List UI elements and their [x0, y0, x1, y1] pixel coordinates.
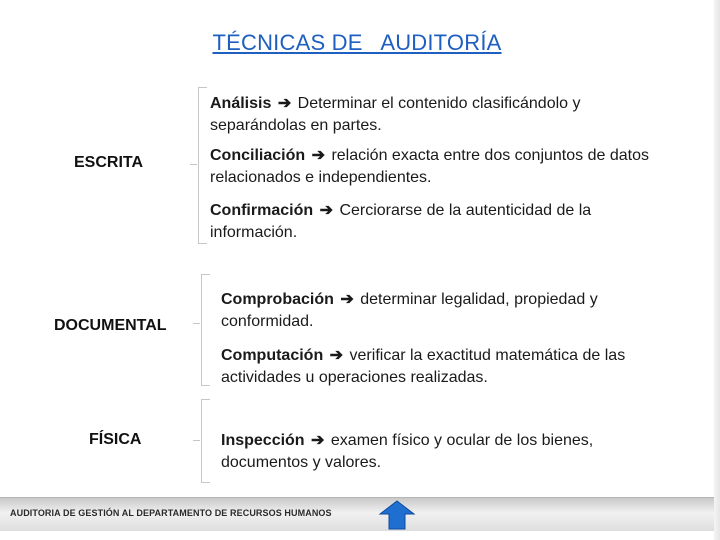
- technique-comprobacion: [221, 289, 661, 333]
- technique-analisis: [210, 93, 660, 137]
- right-arrow-icon: ➔: [311, 147, 325, 164]
- technique-term: Análisis: [210, 95, 272, 112]
- technique-conciliacion: [210, 145, 670, 189]
- bracket-fisica: [201, 399, 210, 483]
- technique-description: verificar la exactitud matemática de las actividades u operaciones realizadas.: [221, 347, 626, 386]
- technique-term: Conciliación: [210, 147, 306, 164]
- right-arrow-icon: ➔: [319, 202, 333, 219]
- right-arrow-icon: ➔: [340, 291, 354, 308]
- technique-description: examen físico y ocular de los bienes, documentos y valores.: [221, 432, 594, 471]
- technique-description: Cerciorarse de la autenticidad de la información.: [210, 202, 592, 241]
- bracket-tick: [193, 323, 200, 324]
- right-arrow-icon: ➔: [311, 432, 325, 449]
- right-arrow-icon: ➔: [329, 347, 344, 364]
- technique-term: Inspección: [221, 432, 305, 449]
- up-arrow-icon: [378, 500, 416, 530]
- technique-inspeccion: [221, 430, 661, 474]
- slide-edge: [714, 0, 720, 540]
- footer-text: AUDITORIA DE GESTIÓN AL DEPARTAMENTO DE RECURSOS HUMANOS: [10, 508, 332, 518]
- category-escrita: ESCRITA: [74, 154, 144, 171]
- technique-description: Determinar el contenido clasificándolo y separándolas en partes.: [210, 95, 581, 134]
- technique-computacion: [221, 345, 661, 389]
- technique-description: determinar legalidad, propiedad y conformidad.: [221, 291, 598, 330]
- technique-term: Confirmación: [210, 202, 314, 219]
- category-documental: DOCUMENTAL: [54, 317, 167, 334]
- technique-term: Comprobación: [221, 291, 334, 308]
- technique-term: Computación: [221, 347, 324, 364]
- up-button[interactable]: [378, 500, 416, 530]
- technique-confirmacion: [210, 200, 660, 244]
- bracket-tick: [190, 164, 197, 165]
- right-arrow-icon: ➔: [277, 95, 292, 112]
- bracket-escrita: [198, 87, 207, 244]
- bracket-documental: [201, 274, 210, 386]
- category-fisica: FÍSICA: [89, 431, 142, 448]
- technique-description: relación exacta entre dos conjuntos de datos relacionados e independientes.: [210, 147, 649, 186]
- footer-bar: [0, 497, 714, 531]
- slide-title: TÉCNICAS DE AUDITORÍA: [212, 30, 502, 55]
- bracket-tick: [193, 440, 200, 441]
